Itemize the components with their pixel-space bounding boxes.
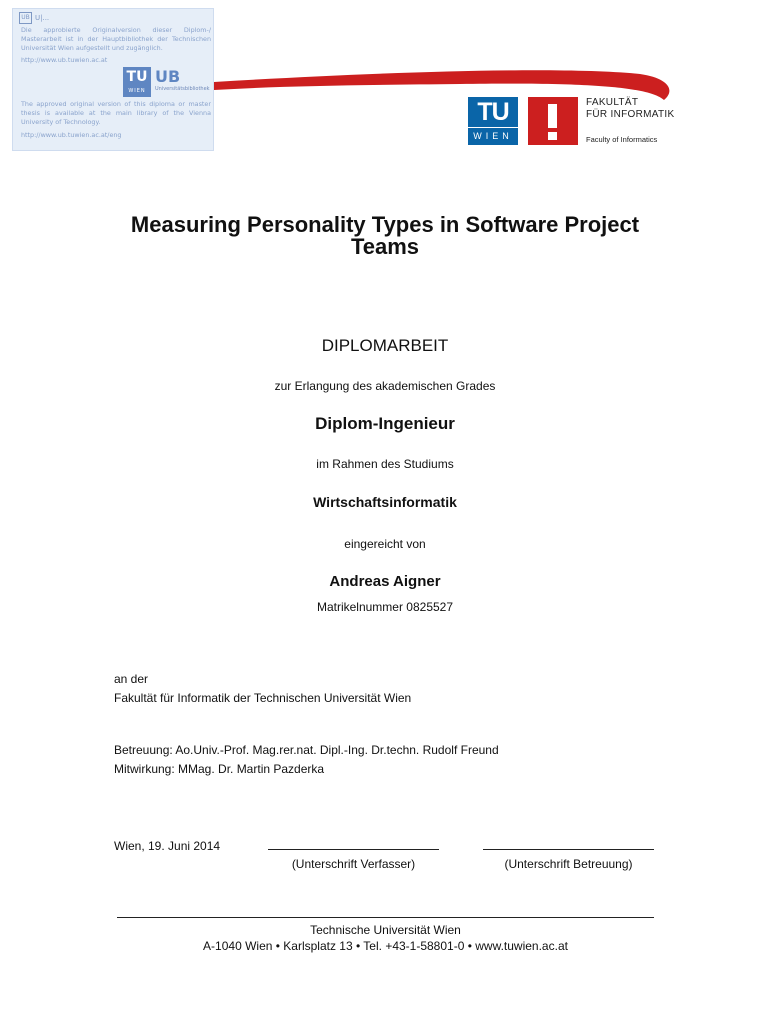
degree-title: Diplom-Ingenieur [315, 414, 455, 433]
ub-mini-icon: UB [19, 12, 32, 24]
stamp-german-text: Die approbierte Originalversion dieser Diplom-/ Masterarbeit ist in der Hauptbibliothek der Technischen Universität Wien aufgestellt und zugänglich. [21, 26, 211, 53]
supervisor: Betreuung: Ao.Univ.-Prof. Mag.rer.nat. Dipl.-Ing. Dr.techn. Rudolf Freund [114, 743, 499, 757]
co-supervisor: Mitwirkung: MMag. Dr. Martin Pazderka [114, 762, 325, 776]
tu-letters: TU [468, 97, 518, 127]
footer-address: A-1040 Wien • Karlsplatz 13 • Tel. +43-1-58801-0 • www.tuwien.ac.at [203, 939, 568, 953]
supervisor-signature-line [483, 849, 654, 850]
stamp-mini-label: U|... [35, 14, 50, 22]
tu-wien-logo [468, 97, 518, 145]
faculty-logo-text [586, 97, 674, 121]
institution-prefix: an der [114, 672, 149, 686]
ub-tu-mark: TU WIEN [123, 67, 151, 97]
faculty-line-2: FÜR INFORMATIK [586, 109, 675, 120]
author-name: Andreas Aigner [329, 573, 441, 590]
informatik-exclamation-icon [528, 97, 578, 145]
supervisor-signature-label: (Unterschrift Betreuung) [504, 857, 633, 871]
author-signature-label: (Unterschrift Verfasser) [291, 857, 416, 871]
stamp-header [19, 12, 49, 24]
thesis-type: DIPLOMARBEIT [321, 336, 449, 355]
stamp-english-url[interactable]: http://www.ub.tuwien.ac.at/eng [21, 131, 122, 139]
footer-divider [117, 917, 654, 918]
institution-faculty: Fakultät für Informatik der Technischen Universität Wien [114, 691, 412, 705]
submitted-by: eingereicht von [344, 537, 426, 551]
footer-university: Technische Universität Wien [310, 923, 461, 937]
signature-date: Wien, 19. Juni 2014 [114, 839, 221, 853]
author-signature-line [268, 849, 439, 850]
stamp-german-url[interactable]: http://www.ub.tuwien.ac.at [21, 56, 108, 64]
ub-wordmark: UB [155, 67, 181, 86]
degree-purpose: zur Erlangung des akademischen Grades [274, 379, 496, 393]
study-program: Wirtschaftsinformatik [313, 494, 457, 510]
stamp-english-text: The approved original version of this diploma or master thesis is available at the main library of the Vienna University of Technology. [21, 100, 211, 127]
ub-subtitle: Universitätsbibliothek [155, 86, 210, 92]
faculty-english: Faculty of Informatics [586, 135, 658, 144]
tu-wien-label: WIEN [468, 128, 518, 145]
matriculation-number: Matrikelnummer 0825527 [316, 600, 454, 614]
study-context: im Rahmen des Studiums [316, 457, 454, 471]
faculty-line-1: FAKULTÄT [586, 97, 639, 108]
thesis-title: Measuring Personality Types in Software Project Teams [130, 212, 640, 259]
